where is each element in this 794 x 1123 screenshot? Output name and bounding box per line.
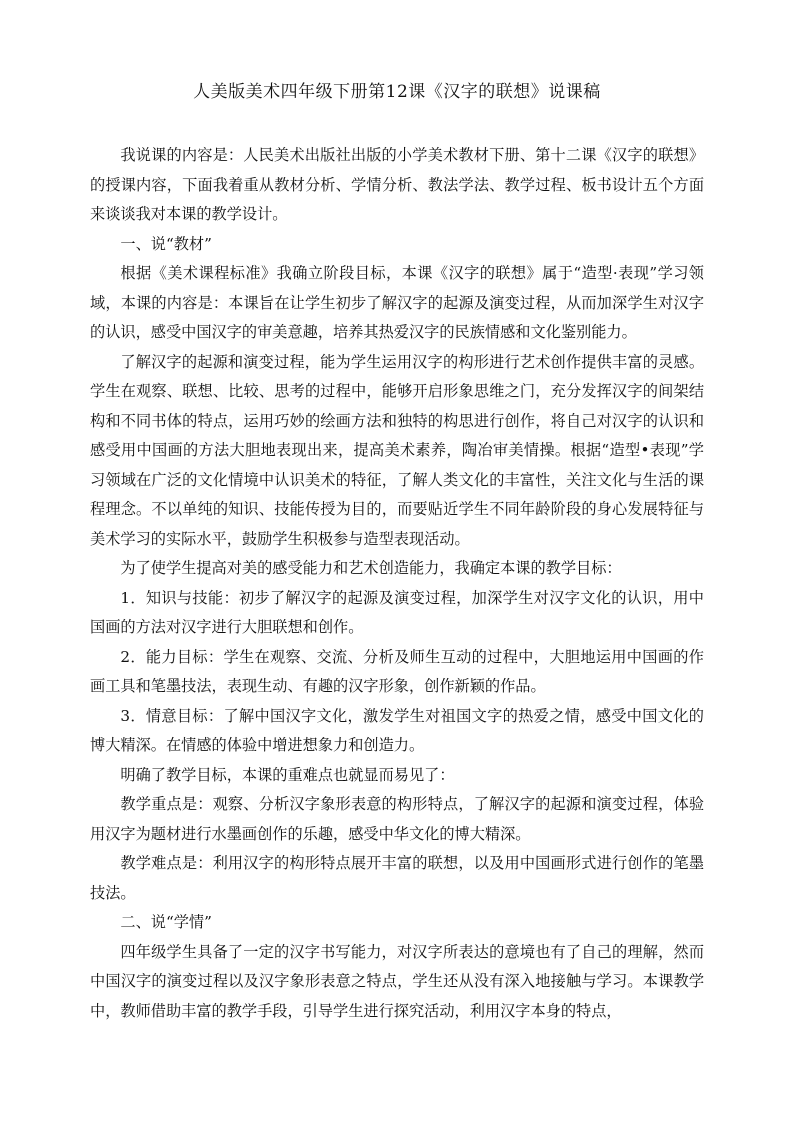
- paragraph-goal-intro: 为了使学生提高对美的感受能力和艺术创造能力，我确定本课的教学目标：: [120, 559, 622, 577]
- goal-ability: 2．能力目标：学生在观察、交流、分析及师生互动的过程中，大胆地运用中国画的作画工具和笔墨技法，表现生动、有趣的汉字形象，创作新颖的作品。: [90, 647, 704, 695]
- paragraph-curriculum-standard: 根据《美术课程标准》我确立阶段目标，本课《汉字的联想》属于“造型·表现”学习领域，本课的内容是：本课旨在让学生初步了解汉字的起源及演变过程，从而加深学生对汉字的认识，感受中国汉字的审美意趣，培养其热爱汉字的民族情感和文化鉴别能力。: [90, 264, 704, 341]
- document-title: 人美版美术四年级下册第12课《汉字的联想》说课稿: [193, 82, 601, 102]
- paragraph-origin-evolution: 了解汉字的起源和演变过程，能为学生运用汉字的构形进行艺术创作提供丰富的灵感。学生在观察、联想、比较、思考的过程中，能够开启形象思维之门，充分发挥汉字的间架结构和不同书体的特点，运用巧妙的绘画方法和独特的构思进行创作，将自己对汉字的认识和感受用中国画的方法大胆地表现出来，提高美术素养，陶冶审美情操。根据“造型•表现”学习领域在广泛的文化情境中认识美术的特征，了解人类文化的丰富性，关注文化与生活的课程理念。不以单纯的知识、技能传授为目的，而要贴近学生不同年龄阶段的身心发展特征与美术学习的实际水平，鼓励学生积极参与造型表现活动。: [90, 352, 704, 548]
- paragraph-learner-analysis: 四年级学生具备了一定的汉字书写能力，对汉字所表达的意境也有了自己的理解，然而中国汉字的演变过程以及汉字象形表意之特点，学生还从没有深入地接触与学习。本课教学中，教师借助丰富的教学手段，引导学生进行探究活动，利用汉字本身的特点，: [90, 942, 704, 1020]
- goal-emotion: 3．情意目标：了解中国汉字文化，激发学生对祖国文字的热爱之情，感受中国文化的博大精深。在情感的体验中增进想象力和创造力。: [90, 706, 704, 754]
- paragraph-teaching-difficulty: 教学难点是：利用汉字的构形特点展开丰富的联想，以及用中国画形式进行创作的笔墨技法。: [90, 854, 704, 902]
- goal-knowledge-skills: 1．知识与技能：初步了解汉字的起源及演变过程，加深学生对汉字文化的认识，用中国画的方法对汉字进行大胆联想和创作。: [90, 588, 704, 636]
- paragraph-key-points-intro: 明确了教学目标，本课的重难点也就显而易见了：: [120, 765, 455, 784]
- section-heading-learners: 二、说“学情”: [120, 913, 212, 931]
- paragraph-intro: 我说课的内容是：人民美术出版社出版的小学美术教材下册、第十二课《汉字的联想》的授课内容，下面我着重从教材分析、学情分析、教法学法、教学过程、板书设计五个方面来谈谈我对本课的教学设计。: [90, 146, 704, 223]
- paragraph-teaching-focus: 教学重点是：观察、分析汉字象形表意的构形特点，了解汉字的起源和演变过程，体验用汉字为题材进行水墨画创作的乐趣，感受中华文化的博大精深。: [90, 795, 704, 843]
- document-body: [90, 141, 704, 1026]
- section-heading-textbook: 一、说“教材”: [120, 234, 212, 253]
